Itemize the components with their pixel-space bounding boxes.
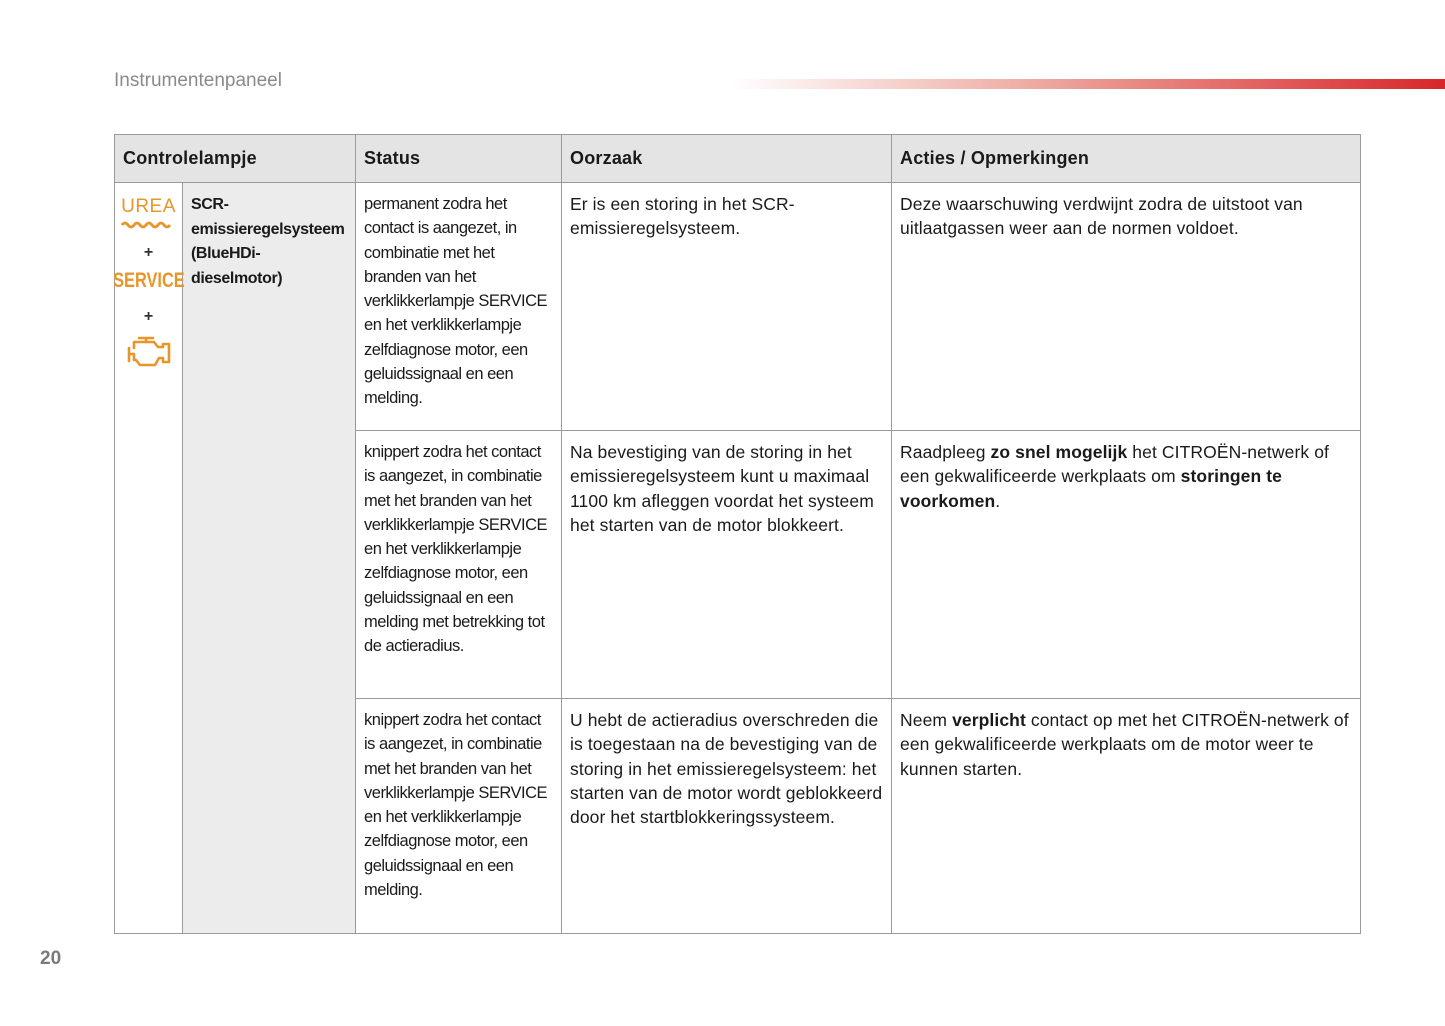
table-header-row bbox=[115, 135, 1361, 183]
lamp-icons-cell bbox=[112, 183, 185, 934]
plus-sign: + bbox=[143, 244, 154, 261]
table-row bbox=[115, 183, 1361, 431]
action-text bbox=[892, 699, 1361, 934]
action-text-emphasis: verplicht bbox=[952, 710, 1026, 730]
header-accent-bar bbox=[730, 79, 1445, 89]
plus-sign: + bbox=[143, 308, 154, 325]
column-header-oorzaak: Oorzaak bbox=[562, 135, 892, 183]
cause-text: Na bevestiging van de storing in het emissieregelsysteem kunt u maximaal 1100 km afleggen voordat het systeem het starten van de motor blokkeert. bbox=[562, 431, 892, 699]
urea-icon-label: UREA bbox=[121, 196, 176, 217]
status-text: permanent zodra het contact is aangezet, in combinatie met het branden van het verklikkerlampje SERVICE en het verklikkerlampje zelfdiagnose motor, een geluidssignaal en een melding. bbox=[356, 183, 562, 431]
warning-lamp-table bbox=[114, 134, 1361, 934]
page-number: 20 bbox=[40, 948, 62, 969]
action-text: Deze waarschuwing verdwijnt zodra de uitstoot van uitlaatgassen weer aan de normen voldoet. bbox=[892, 183, 1361, 431]
engine-check-icon bbox=[124, 334, 174, 370]
lamp-name: SCR-emissieregelsysteem (BlueHDi-dieselmotor) bbox=[183, 183, 356, 934]
action-text-emphasis: zo snel mogelijk bbox=[990, 442, 1128, 462]
action-text-part: het CITROËN-netwerk of een gekwalificeerde werkplaats om bbox=[900, 442, 1329, 487]
action-text-part: Raadpleeg bbox=[900, 442, 991, 462]
urea-wave-icon bbox=[121, 220, 171, 229]
service-icon: SERVICE bbox=[112, 269, 185, 292]
status-text: knippert zodra het contact is aangezet, in combinatie met het branden van het verklikkerlampje SERVICE en het verklikkerlampje zelfdiagnose motor, een geluidssignaal en een melding met betrekking tot de actieradius. bbox=[356, 431, 562, 699]
column-header-acties: Acties / Opmerkingen bbox=[892, 135, 1361, 183]
action-text-part: contact op met het CITROËN-netwerk of een gekwalificeerde werkplaats om de motor weer te kunnen starten. bbox=[900, 710, 1349, 779]
action-text bbox=[892, 431, 1361, 699]
column-header-controlelampje: Controlelampje bbox=[115, 135, 356, 183]
cause-text: Er is een storing in het SCR-emissieregelsysteem. bbox=[562, 183, 892, 431]
column-header-status: Status bbox=[356, 135, 562, 183]
section-title: Instrumentenpaneel bbox=[114, 70, 282, 91]
action-text-part: . bbox=[995, 490, 1001, 511]
cause-text: U hebt de actieradius overschreden die is toegestaan na de bevestiging van de storing in het emissieregelsysteem: het starten van de motor wordt geblokkeerd door het startblokkeringssysteem. bbox=[562, 699, 892, 934]
urea-icon bbox=[121, 197, 176, 234]
status-text: knippert zodra het contact is aangezet, in combinatie met het branden van het verklikkerlampje SERVICE en het verklikkerlampje zelfdiagnose motor, een geluidssignaal en een melding. bbox=[356, 699, 562, 934]
action-text-emphasis: storingen te voorkomen bbox=[900, 466, 1282, 511]
action-text-part: Neem bbox=[900, 710, 953, 730]
